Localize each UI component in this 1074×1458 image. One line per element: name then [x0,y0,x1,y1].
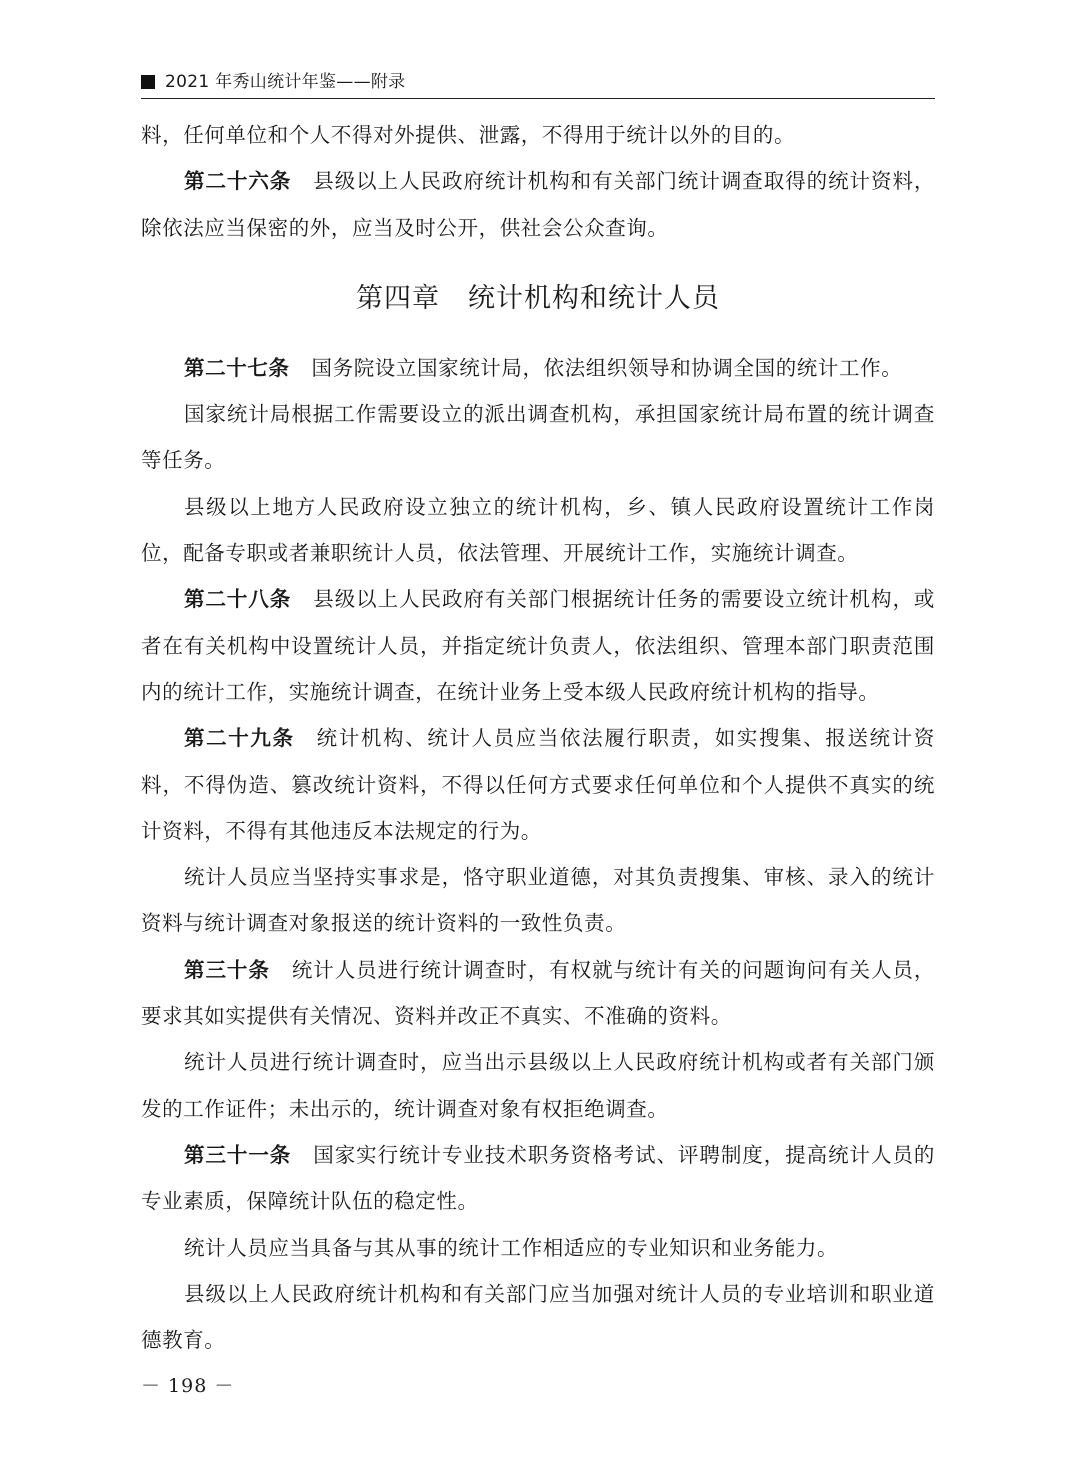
article-27-text: 国务院设立国家统计局，依法组织领导和协调全国的统计工作。 [311,355,903,380]
document-body [141,112,935,1363]
article-27-paragraph-2: 国家统计局根据工作需要设立的派出调查机构，承担国家统计局布置的统计调查等任务。 [141,402,935,473]
article-27-label: 第二十七条 [184,355,290,380]
article-27 [141,345,935,391]
article-30-label: 第三十条 [184,957,270,982]
article-29-paragraph-2: 统计人员应当坚持实事求是，恪守职业道德，对其负责搜集、审核、录入的统计资料与统计调查对象报送的统计资料的一致性负责。 [141,865,935,936]
article-31-paragraph-2: 统计人员应当具备与其从事的统计工作相适应的专业知识和业务能力。 [184,1235,839,1260]
article-30-paragraph-2: 统计人员进行统计调查时，应当出示县级以上人民政府统计机构或者有关部门颁发的工作证件；未出示的，统计调查对象有权拒绝调查。 [141,1050,935,1121]
continuation-paragraph: 料，任何单位和个人不得对外提供、泄露，不得用于统计以外的目的。 [141,123,796,147]
chapter-number: 第四章 [356,282,440,314]
article-30 [141,947,935,1040]
article-31-label: 第三十一条 [184,1142,292,1167]
article-26-label: 第二十六条 [184,169,292,194]
article-26 [141,158,935,251]
article-30-text: 统计人员进行统计调查时，有权就与统计有关的问题询问有关人员，要求其如实提供有关情况、资料并改正不真实、不准确的资料。 [141,957,935,1029]
header-square-icon [141,75,155,89]
chapter-title: 统计机构和统计人员 [468,282,720,314]
article-29 [141,715,935,854]
article-28 [141,576,935,715]
article-28-text: 县级以上人民政府有关部门根据统计任务的需要设立统计机构，或者在有关机构中设置统计人员，并指定统计负责人，依法组织、管理本部门职责范围内的统计工作，实施统计调查，在统计业务上受本级人民政府统计机构的指导。 [141,587,936,704]
article-29-text: 统计机构、统计人员应当依法履行职责，如实搜集、报送统计资料，不得伪造、篡改统计资料，不得以任何方式要求任何单位和个人提供不真实的统计资料，不得有其他违反本法规定的行为。 [141,726,935,843]
article-31-paragraph-3: 县级以上人民政府统计机构和有关部门应当加强对统计人员的专业培训和职业道德教育。 [141,1281,935,1353]
article-27-paragraph-3: 县级以上地方人民政府设立独立的统计机构，乡、镇人民政府设置统计工作岗位，配备专职或者兼职统计人员，依法管理、开展统计工作，实施统计调查。 [141,494,935,566]
chapter-heading [141,279,935,319]
article-29-label: 第二十九条 [184,726,295,751]
article-31-text: 国家实行统计专业技术职务资格考试、评聘制度，提高统计人员的专业素质，保障统计队伍的稳定性。 [141,1142,936,1214]
running-header [141,70,935,99]
header-title: 2021 年秀山统计年鉴——附录 [165,72,406,92]
article-28-label: 第二十八条 [184,587,292,612]
article-31 [141,1132,935,1225]
page-number: － 198 － [141,1375,235,1397]
article-26-text: 县级以上人民政府统计机构和有关部门统计调查取得的统计资料，除依法应当保密的外，应当及时公开，供社会公众查询。 [141,169,936,240]
